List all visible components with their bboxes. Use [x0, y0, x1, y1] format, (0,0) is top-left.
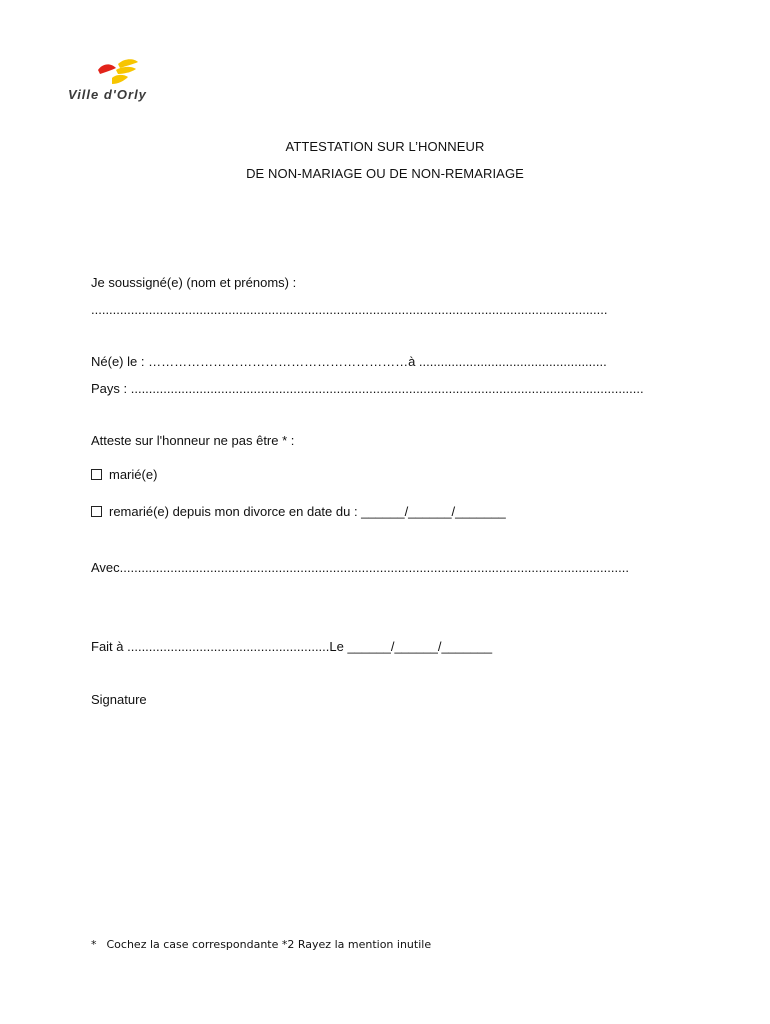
document-title-line1: ATTESTATION SUR L’HONNEUR: [285, 139, 485, 154]
ville-orly-logo: [68, 56, 178, 106]
orly-emblem-icon: [96, 56, 146, 88]
footnote-text: Cochez la case correspondante *2 Rayez la mention inutile: [106, 938, 432, 951]
country-line[interactable]: Pays : ..............................................................................................................................................: [91, 381, 644, 396]
name-label: Je soussigné(e) (nom et prénoms) :: [91, 275, 297, 290]
document-title-line2: DE NON-MARIAGE OU DE NON-REMARIAGE: [246, 166, 524, 181]
signature-label: Signature: [91, 692, 147, 707]
option-remarried[interactable]: [91, 504, 506, 519]
yellow-stroke-mid: [116, 67, 136, 74]
logo-text: Ville d'Orly: [68, 87, 147, 102]
option-remarried-label: remarié(e) depuis mon divorce en date du : ______/______/_______: [109, 504, 506, 519]
footnote-star: *: [91, 938, 97, 951]
yellow-stroke-top: [118, 59, 138, 68]
option-married-label: marié(e): [109, 467, 158, 482]
married-checkbox[interactable]: [91, 469, 102, 480]
remarried-checkbox[interactable]: [91, 506, 102, 517]
place-date-line[interactable]: Fait à ........................................................Le ______/______/_______: [91, 639, 493, 654]
yellow-stroke-bottom: [112, 75, 128, 84]
attest-label: Atteste sur l'honneur ne pas être * :: [91, 433, 295, 448]
option-married[interactable]: [91, 467, 157, 482]
with-line[interactable]: Avec.............................................................................................................................................: [91, 560, 629, 575]
birth-date-place-line[interactable]: Né(e) le : ……………………………………………………à ....................................................: [91, 354, 607, 369]
red-leaf-shape: [98, 64, 116, 74]
footnote: [91, 938, 431, 951]
name-fill-line[interactable]: ...............................................................................................................................................: [91, 302, 608, 317]
